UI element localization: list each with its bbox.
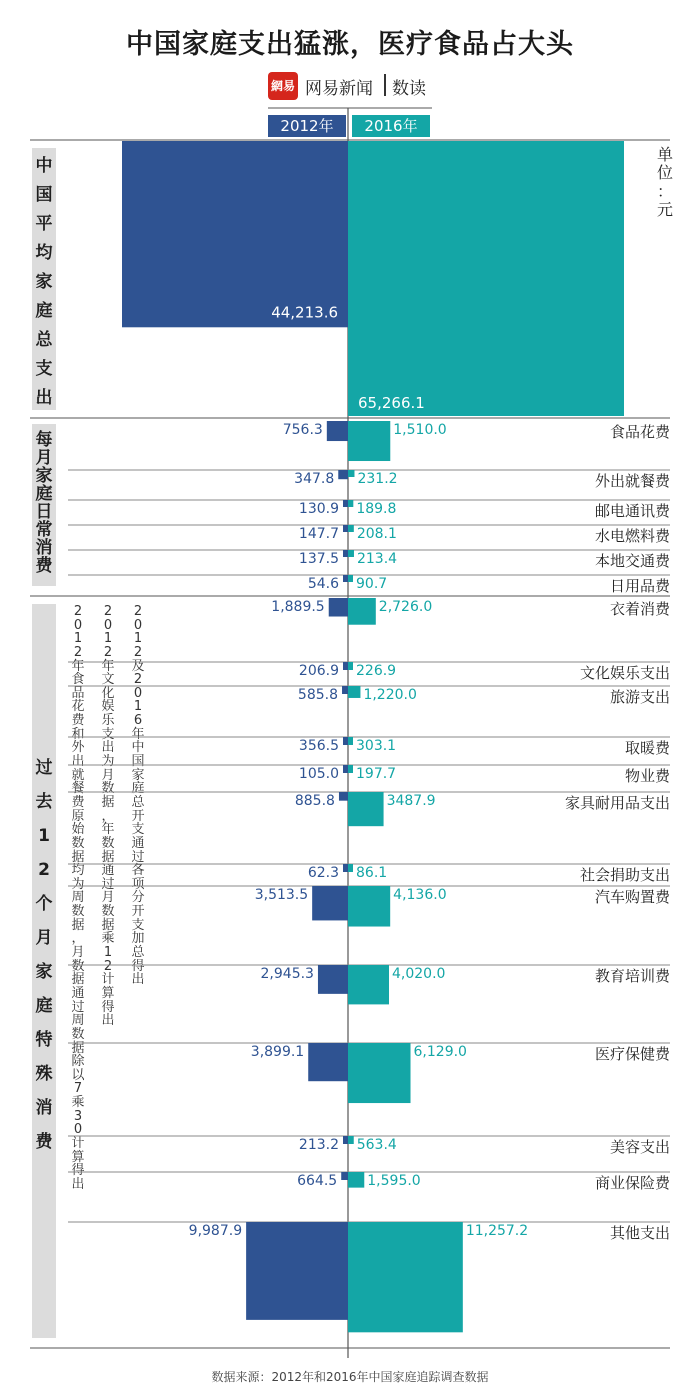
- annual-bar-2012-12: [246, 1222, 348, 1320]
- annual-bar-2016-9: [348, 1043, 411, 1103]
- monthly-bar-2012-1: [338, 470, 348, 479]
- annual-bar-2012-8: [318, 965, 348, 994]
- annual-bar-2016-4: [348, 765, 353, 773]
- note-food: 2 0 1 2 年 食 品 花 费 和 外 出 就 餐 费 原 始 数 据 均 为 周 数 据 ， 月 数 据 通 过 周 数 据 除 以 7 乘 3 0 计 算 得 出: [71, 604, 85, 1192]
- annual-label-2016-0: 2,726.0: [378, 599, 433, 615]
- annual-bar-2016-2: [348, 686, 360, 698]
- monthly-category-0: 食品花费: [609, 423, 670, 441]
- monthly-bar-2016-4: [348, 550, 354, 557]
- annual-label-2016-1: 226.9: [356, 663, 397, 679]
- annual-bar-2012-3: [343, 737, 348, 745]
- monthly-label-2016-2: 189.8: [356, 501, 397, 517]
- annual-label-2012-6: 62.3: [307, 865, 339, 881]
- annual-category-6: 社会捐助支出: [579, 866, 670, 884]
- note-entertainment: 2 0 1 2 年 文 化 娱 乐 支 出 为 月 数 据 ， 年 数 据 通 过 月 数 据 乘 1 2 计 算 得 出: [101, 604, 115, 1029]
- monthly-label-2016-1: 231.2: [357, 471, 398, 487]
- legend-2016: 2016年: [352, 115, 430, 137]
- monthly-label-2016-5: 90.7: [356, 576, 388, 592]
- annual-bar-2016-11: [348, 1172, 364, 1188]
- annual-category-0: 衣着消费: [609, 600, 670, 618]
- monthly-bar-2012-3: [343, 525, 348, 532]
- annual-label-2012-7: 3,513.5: [254, 887, 309, 903]
- annual-category-10: 美容支出: [609, 1138, 670, 1156]
- annual-category-8: 教育培训费: [594, 967, 670, 985]
- monthly-bar-2016-1: [348, 470, 354, 477]
- group-label-monthly: 每 月 家 庭 日 常 消 费: [35, 430, 53, 576]
- monthly-label-2012-4: 137.5: [298, 551, 339, 567]
- annual-label-2012-11: 664.5: [297, 1173, 338, 1189]
- page-title: 中国家庭支出猛涨，医疗食品占大头: [126, 29, 574, 60]
- annual-label-2016-7: 4,136.0: [393, 887, 447, 903]
- monthly-category-4: 本地交通费: [594, 552, 670, 570]
- annual-label-2016-4: 197.7: [356, 766, 397, 782]
- monthly-bar-2016-2: [348, 500, 353, 507]
- annual-label-2016-6: 86.1: [356, 865, 388, 881]
- annual-bar-2012-9: [308, 1043, 348, 1081]
- annual-bar-2016-0: [348, 598, 376, 625]
- annual-label-2016-9: 6,129.0: [413, 1044, 467, 1060]
- annual-category-5: 家具耐用品支出: [564, 794, 670, 812]
- annual-bar-2016-3: [348, 737, 353, 745]
- annual-bar-2012-4: [343, 765, 348, 773]
- monthly-label-2012-5: 54.6: [307, 576, 339, 592]
- monthly-bar-2016-5: [348, 575, 353, 582]
- monthly-category-5: 日用品费: [609, 577, 670, 595]
- group-label-total: 中 国 平 均 家 庭 总 支 出: [35, 156, 53, 408]
- annual-bar-2016-6: [348, 864, 353, 872]
- annual-bar-2012-1: [343, 662, 348, 670]
- annual-category-11: 商业保险费: [594, 1174, 670, 1192]
- annual-bar-2016-10: [348, 1136, 354, 1144]
- monthly-bar-2012-4: [343, 550, 348, 557]
- monthly-bar-2012-2: [343, 500, 348, 507]
- annual-label-2016-5: 3487.9: [386, 793, 436, 809]
- unit-label: 单 位 ： 元: [656, 145, 673, 220]
- brand-name: 网易新闻: [305, 79, 373, 99]
- annual-bar-2012-10: [343, 1136, 348, 1144]
- annual-bar-2012-11: [341, 1172, 348, 1180]
- data-source: 数据来源：2012年和2016年中国家庭追踪调查数据: [211, 1370, 489, 1384]
- annual-bar-2012-7: [312, 886, 348, 920]
- label-total-2016: 65,266.1: [358, 394, 425, 412]
- monthly-label-2016-3: 208.1: [356, 526, 397, 542]
- legend-2012: 2012年: [268, 115, 346, 137]
- annual-category-12: 其他支出: [609, 1224, 670, 1242]
- annual-label-2016-12: 11,257.2: [465, 1223, 529, 1239]
- annual-bar-2012-6: [343, 864, 348, 872]
- note-total-spending: 2 0 1 2 及 2 0 1 6 年 中 国 家 庭 总 开 支 通 过 各 项 分 开 支 加 总 得 出: [131, 604, 145, 988]
- monthly-category-1: 外出就餐费: [594, 472, 670, 490]
- bar-total-2016: [348, 141, 624, 416]
- annual-category-7: 汽车购置费: [594, 888, 670, 906]
- monthly-bar-2016-3: [348, 525, 354, 532]
- monthly-bar-2012-5: [343, 575, 348, 582]
- brand-sub: 数读: [392, 79, 426, 99]
- annual-bar-2016-8: [348, 965, 389, 1004]
- monthly-label-2012-3: 147.7: [298, 526, 339, 542]
- monthly-category-2: 邮电通讯费: [594, 502, 670, 520]
- monthly-label-2012-1: 347.8: [294, 471, 335, 487]
- monthly-label-2012-0: 756.3: [282, 422, 323, 438]
- annual-bar-2016-7: [348, 886, 390, 927]
- annual-bar-2016-12: [348, 1222, 463, 1332]
- annual-label-2016-2: 1,220.0: [363, 687, 417, 703]
- annual-bar-2012-5: [339, 792, 348, 801]
- monthly-bar-2016-0: [348, 421, 390, 461]
- annual-label-2016-8: 4,020.0: [392, 966, 446, 982]
- netease-logo-icon: 網易: [268, 72, 298, 100]
- monthly-bar-2012-0: [327, 421, 348, 441]
- annual-label-2012-5: 885.8: [294, 793, 335, 809]
- annual-label-2016-3: 303.1: [356, 738, 397, 754]
- annual-label-2012-1: 206.9: [298, 663, 339, 679]
- annual-bar-2012-0: [329, 598, 348, 617]
- annual-category-2: 旅游支出: [609, 688, 670, 706]
- annual-label-2012-2: 585.8: [297, 687, 339, 703]
- annual-label-2012-9: 3,899.1: [250, 1044, 305, 1060]
- group-label-annual: 过 去 1 2 个 月 家 庭 特 殊 消 费: [35, 758, 53, 1152]
- monthly-label-2016-4: 213.4: [356, 551, 398, 567]
- annual-label-2012-4: 105.0: [298, 766, 339, 782]
- annual-label-2012-8: 2,945.3: [260, 966, 314, 982]
- annual-bar-2016-1: [348, 662, 353, 670]
- annual-label-2016-11: 1,595.0: [367, 1173, 421, 1189]
- monthly-category-3: 水电燃料费: [594, 527, 670, 545]
- annual-label-2012-0: 1,889.5: [271, 599, 325, 615]
- annual-category-1: 文化娱乐支出: [579, 664, 670, 682]
- monthly-label-2016-0: 1,510.0: [393, 422, 447, 438]
- annual-category-9: 医疗保健费: [594, 1045, 670, 1063]
- annual-bar-2012-2: [342, 686, 348, 694]
- annual-label-2012-12: 9,987.9: [188, 1223, 243, 1239]
- annual-label-2012-10: 213.2: [298, 1137, 339, 1153]
- annual-label-2012-3: 356.5: [298, 738, 339, 754]
- annual-label-2016-10: 563.4: [356, 1137, 397, 1153]
- annual-bar-2016-5: [348, 792, 384, 826]
- annual-category-3: 取暖费: [624, 739, 670, 757]
- annual-category-4: 物业费: [624, 767, 670, 785]
- label-total-2012: 44,213.6: [271, 303, 338, 322]
- monthly-label-2012-2: 130.9: [298, 501, 339, 517]
- bar-total-2012: [122, 141, 348, 327]
